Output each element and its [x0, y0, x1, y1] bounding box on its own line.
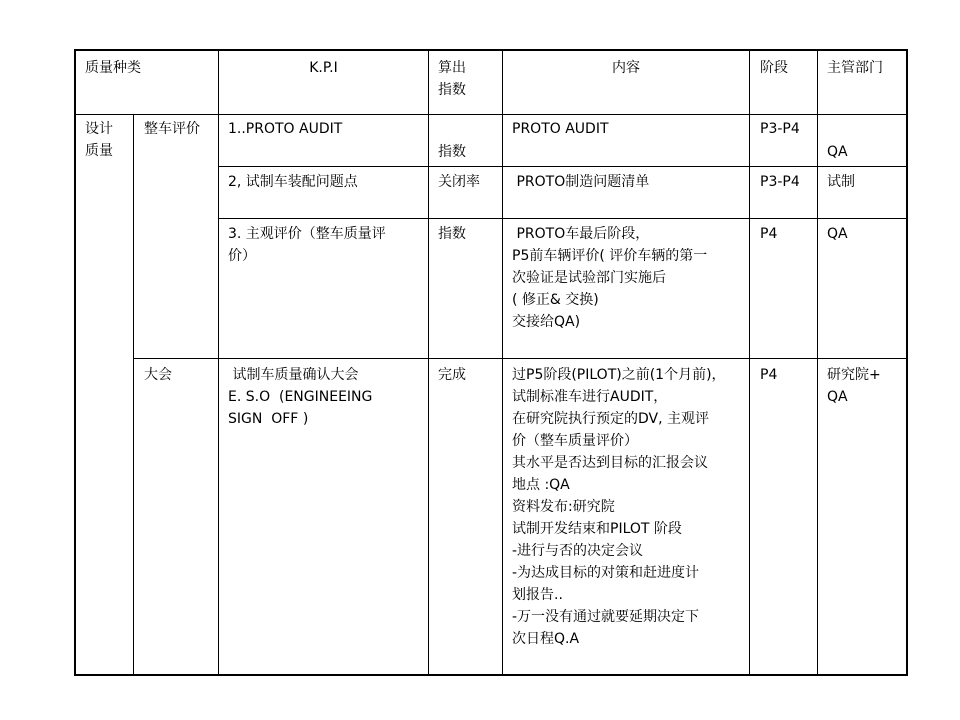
row-divider	[218, 166, 907, 167]
kpi-cell: 1..PROTO AUDIT	[228, 121, 343, 137]
calc-cell: 指数	[438, 144, 466, 160]
content-cell: 过P5阶段(PILOT)之前(1个月前)， 试制标准车进行AUDIT， 在研究院执行预定的DV, 主观评 价（整车质量评价） 其水平是否达到目标的汇报会议 地点 :QA 资料发布:研究院 试制开发结束和PILOT 阶段 -进行与否的决定会议 -为达成目标的对策和赶进度计 划报告.. -万一没有通过就要延期决定下 次日程Q.A	[512, 367, 726, 647]
col-divider	[817, 50, 818, 675]
content-cell: PROTO车最后阶段， P5前车辆评价( 评价车辆的第一 次验证是试验部门实施后 ( 修正& 交换) 交接给QA)	[512, 226, 708, 330]
header-type: 质量种类	[85, 60, 141, 76]
kpi-cell: 2, 试制车装配问题点	[228, 174, 358, 190]
calc-cell: 完成	[438, 367, 466, 383]
subcol-divider	[133, 114, 134, 675]
col-divider	[749, 50, 750, 675]
header-kpi: K.P.I	[309, 60, 338, 76]
col-divider	[502, 50, 503, 675]
col-divider	[218, 50, 219, 675]
header-calc: 算出 指数	[438, 60, 466, 98]
header-stage: 阶段	[760, 60, 788, 76]
kpi-cell: 试制车质量确认大会 E. S.O (ENGINEEING SIGN OFF )	[228, 367, 373, 427]
content-cell: PROTO制造问题清单	[512, 174, 650, 190]
stage-cell: P3-P4	[760, 121, 800, 137]
dept-cell: QA	[827, 144, 848, 160]
category-label: 设计 质量	[85, 121, 113, 159]
subcategory-label: 整车评价	[144, 121, 200, 137]
stage-cell: P4	[760, 367, 778, 383]
calc-cell: 指数	[438, 226, 466, 242]
dept-cell: 试制	[827, 174, 855, 190]
stage-cell: P4	[760, 226, 778, 242]
header-content: 内容	[612, 60, 640, 76]
col-divider	[428, 50, 429, 675]
kpi-table	[74, 49, 908, 676]
kpi-cell: 3. 主观评价（整车质量评 价）	[228, 226, 386, 264]
row-divider	[218, 218, 907, 219]
content-cell: PROTO AUDIT	[512, 121, 609, 137]
dept-cell: 研究院+ QA	[827, 367, 881, 405]
header-dept: 主管部门	[827, 60, 883, 76]
stage-cell: P3-P4	[760, 174, 800, 190]
row-divider	[133, 358, 907, 359]
calc-cell: 关闭率	[438, 174, 480, 190]
dept-cell: QA	[827, 226, 848, 242]
row-divider	[75, 114, 907, 115]
subcategory-label: 大会	[144, 367, 172, 383]
